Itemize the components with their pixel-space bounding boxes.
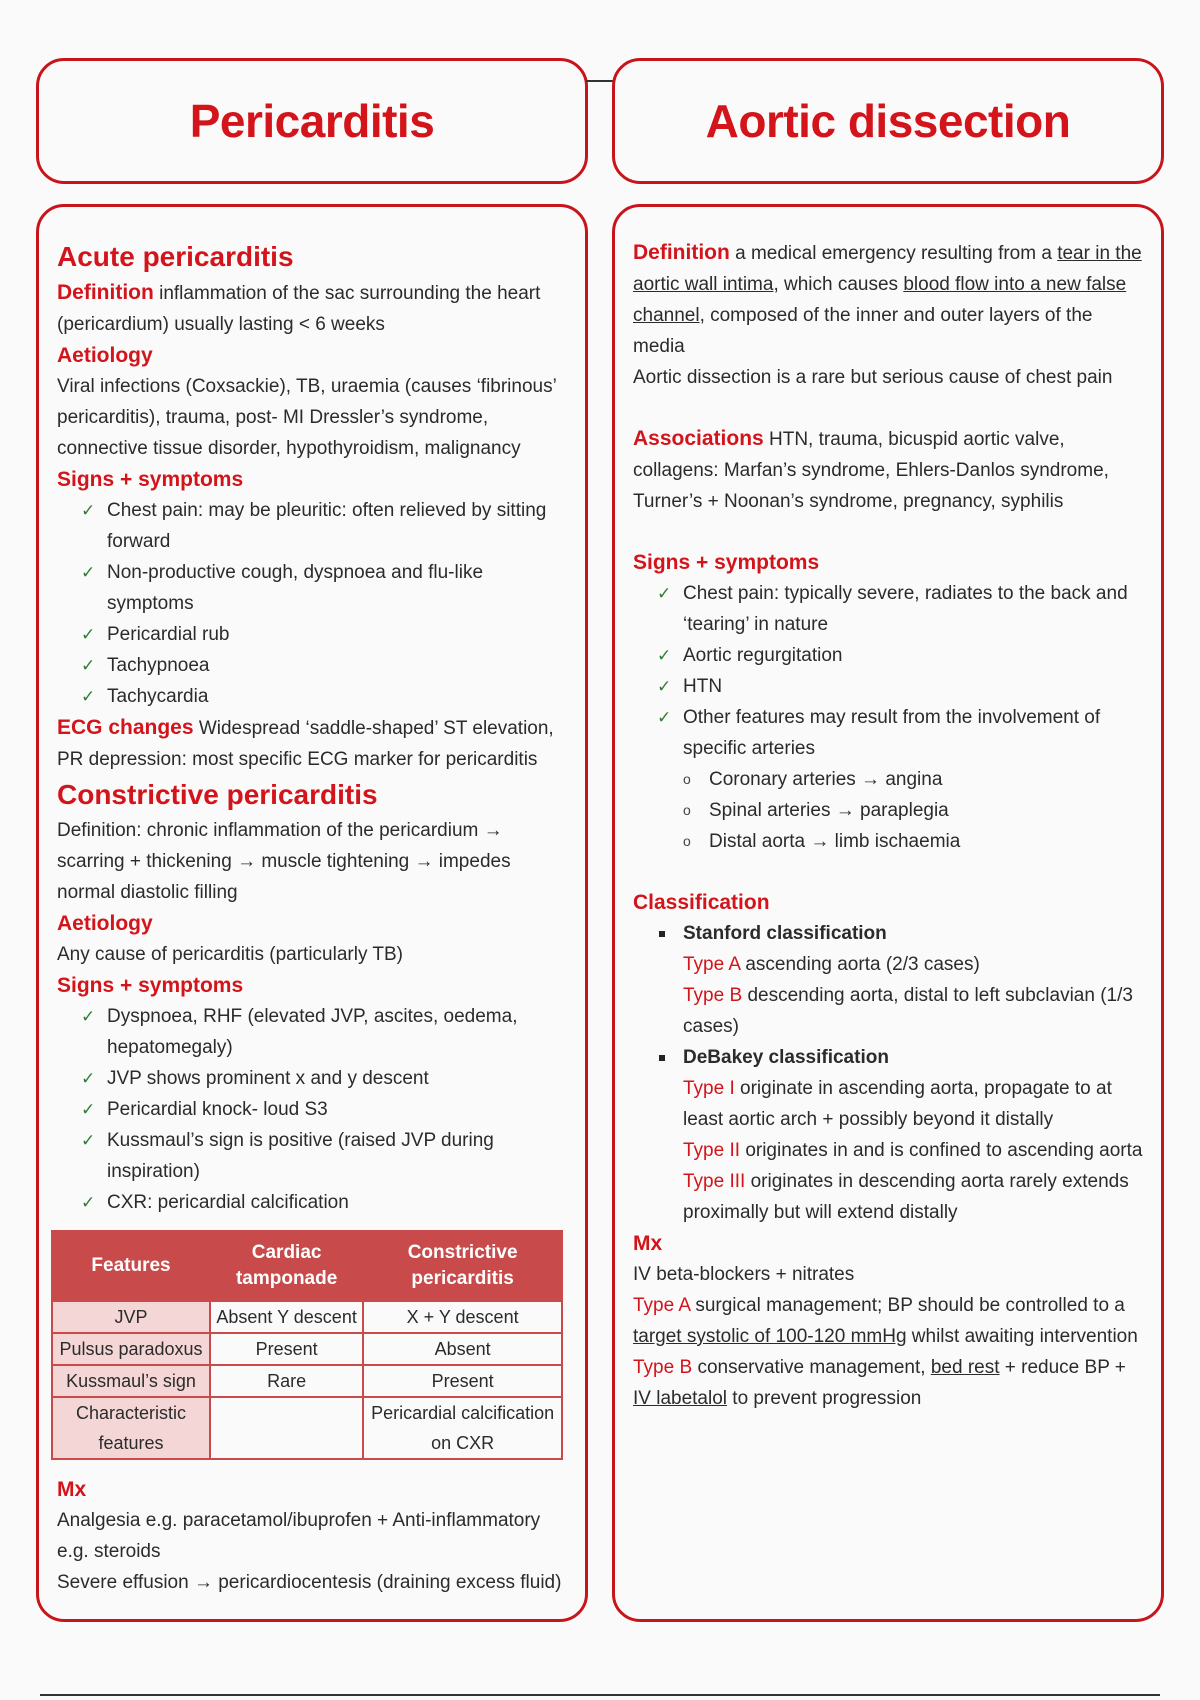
aortic-dissection-content (633, 237, 1143, 1414)
mx-line: Severe effusion → pericardiocentesis (draining excess fluid) (57, 1572, 562, 1593)
mx-label: Mx (57, 1478, 87, 1501)
list-item: o Coronary arteries → angina (633, 764, 1143, 795)
list-item: ✓ Aortic regurgitation (633, 640, 1143, 671)
debakey-type-iii: Type III originates in descending aorta rarely extends proximally but will extend distally (683, 1171, 1129, 1223)
constrictive-definition: Definition: chronic inflammation of the pericardium → scarring + thickening → muscle tightening → impedes normal diastolic filling (57, 820, 511, 903)
table-row (52, 1333, 562, 1365)
list-item: ✓ Tachypnoea (57, 650, 567, 681)
constrictive-heading: Constrictive pericarditis (57, 779, 378, 810)
table-cell: Rare (210, 1365, 363, 1397)
signs-list (633, 578, 1143, 764)
table-cell: Kussmaul’s sign (52, 1365, 210, 1397)
list-item: ✓ Tachycardia (57, 681, 567, 712)
constrictive-aetiology-text: Any cause of pericarditis (particularly TB) (57, 944, 403, 965)
debakey-type-ii: Type II originates in and is confined to ascending aorta (683, 1140, 1143, 1161)
pericarditis-panel (36, 204, 588, 1622)
comparison-table (51, 1230, 563, 1460)
mx-line: IV beta-blockers + nitrates (633, 1264, 855, 1285)
debakey-type-i: Type I originate in ascending aorta, propagate to at least aortic arch + possibly beyond it distally (683, 1078, 1112, 1130)
stanford-type-a: Type A ascending aorta (2/3 cases) (683, 954, 980, 975)
mx-line: Analgesia e.g. paracetamol/ibuprofen + Anti-inflammatory e.g. steroids (57, 1510, 541, 1562)
definition-note: Aortic dissection is a rare but serious cause of chest pain (633, 367, 1113, 388)
signs-label: Signs + symptoms (633, 551, 820, 574)
list-item: ✓ Dyspnoea, RHF (elevated JVP, ascites, oedema, hepatomegaly) (57, 1001, 567, 1063)
table-cell: JVP (52, 1301, 210, 1333)
title-connector (586, 80, 614, 82)
list-item: ✓ Kussmaul’s sign is positive (raised JVP during inspiration) (57, 1125, 567, 1187)
table-header: Constrictive pericarditis (363, 1231, 562, 1301)
classification-list (633, 918, 1143, 949)
table-cell: Absent Y descent (210, 1301, 363, 1333)
list-item: ✓ Chest pain: typically severe, radiates to the back and ‘tearing’ in nature (633, 578, 1143, 640)
table-cell: Present (363, 1365, 562, 1397)
list-item: o Distal aorta → limb ischaemia (633, 826, 1143, 857)
table-row (52, 1301, 562, 1333)
table-cell (210, 1397, 363, 1459)
acute-signs-label: Signs + symptoms (57, 468, 244, 491)
aortic-dissection-panel (612, 204, 1164, 1622)
mx-type-b: Type B conservative management, bed rest + reduce BP + IV labetalol to prevent progression (633, 1357, 1126, 1409)
page-title: Pericarditis (189, 95, 435, 147)
stanford-title: Stanford classification (633, 918, 1143, 949)
table-header: Cardiac tamponade (210, 1231, 363, 1301)
associations: Associations HTN, trauma, bicuspid aortic valve, collagens: Marfan’s syndrome, Ehlers-Danlos syndrome, Turner’s + Noonan’s syndrome, pregnancy, syphilis (633, 427, 1109, 512)
acute-definition: Definition inflammation of the sac surrounding the heart (pericardium) usually lasting < 6 weeks (57, 281, 541, 335)
arteries-list (633, 764, 1143, 857)
list-item: ✓ Other features may result from the involvement of specific arteries (633, 702, 1143, 764)
pericarditis-content (57, 237, 567, 1598)
constrictive-signs-label: Signs + symptoms (57, 974, 244, 997)
footer-divider (40, 1694, 1160, 1696)
constrictive-signs-list (57, 1001, 567, 1218)
list-item: ✓ CXR: pericardial calcification (57, 1187, 567, 1218)
stanford-type-b: Type B descending aorta, distal to left subclavian (1/3 cases) (683, 985, 1133, 1037)
page-title: Aortic dissection (705, 95, 1071, 147)
table-header-row (52, 1231, 562, 1301)
acute-aetiology-text: Viral infections (Coxsackie), TB, uraemia (causes ‘fibrinous’ pericarditis), trauma, post- MI Dressler’s syndrome, connective tissue disorder, hypothyroidism, malignancy (57, 376, 557, 459)
debakey-title: DeBakey classification (633, 1042, 1143, 1073)
list-item: ✓ Pericardial rub (57, 619, 567, 650)
list-item: ✓ Pericardial knock- loud S3 (57, 1094, 567, 1125)
acute-signs-list (57, 495, 567, 712)
classification-label: Classification (633, 891, 770, 914)
table-header: Features (52, 1231, 210, 1301)
table-cell: Pulsus paradoxus (52, 1333, 210, 1365)
table-cell: Pericardial calcification on CXR (363, 1397, 562, 1459)
constrictive-aetiology-label: Aetiology (57, 912, 153, 935)
mx-label: Mx (633, 1232, 663, 1255)
list-item: ✓ JVP shows prominent x and y descent (57, 1063, 567, 1094)
mx-type-a: Type A surgical management; BP should be controlled to a target systolic of 100-120 mmHg whilst awaiting intervention (633, 1295, 1138, 1347)
table-cell: X + Y descent (363, 1301, 562, 1333)
table-cell: Absent (363, 1333, 562, 1365)
table-cell: Characteristic features (52, 1397, 210, 1459)
pericarditis-title-box (36, 58, 588, 184)
classification-list (633, 1042, 1143, 1073)
aortic-dissection-title-box (612, 58, 1164, 184)
definition: Definition a medical emergency resulting from a tear in the aortic wall intima, which causes blood flow into a new false channel, composed of the inner and outer layers of the media (633, 241, 1142, 357)
acute-aetiology-label: Aetiology (57, 344, 153, 367)
table-cell: Present (210, 1333, 363, 1365)
table-row (52, 1365, 562, 1397)
list-item: o Spinal arteries → paraplegia (633, 795, 1143, 826)
acute-heading: Acute pericarditis (57, 241, 294, 272)
ecg-changes: ECG changes Widespread ‘saddle-shaped’ ST elevation, PR depression: most specific ECG marker for pericarditis (57, 716, 554, 770)
list-item: ✓ Chest pain: may be pleuritic: often relieved by sitting forward (57, 495, 567, 557)
list-item: ✓ HTN (633, 671, 1143, 702)
table-row (52, 1397, 562, 1459)
list-item: ✓ Non-productive cough, dyspnoea and flu-like symptoms (57, 557, 567, 619)
